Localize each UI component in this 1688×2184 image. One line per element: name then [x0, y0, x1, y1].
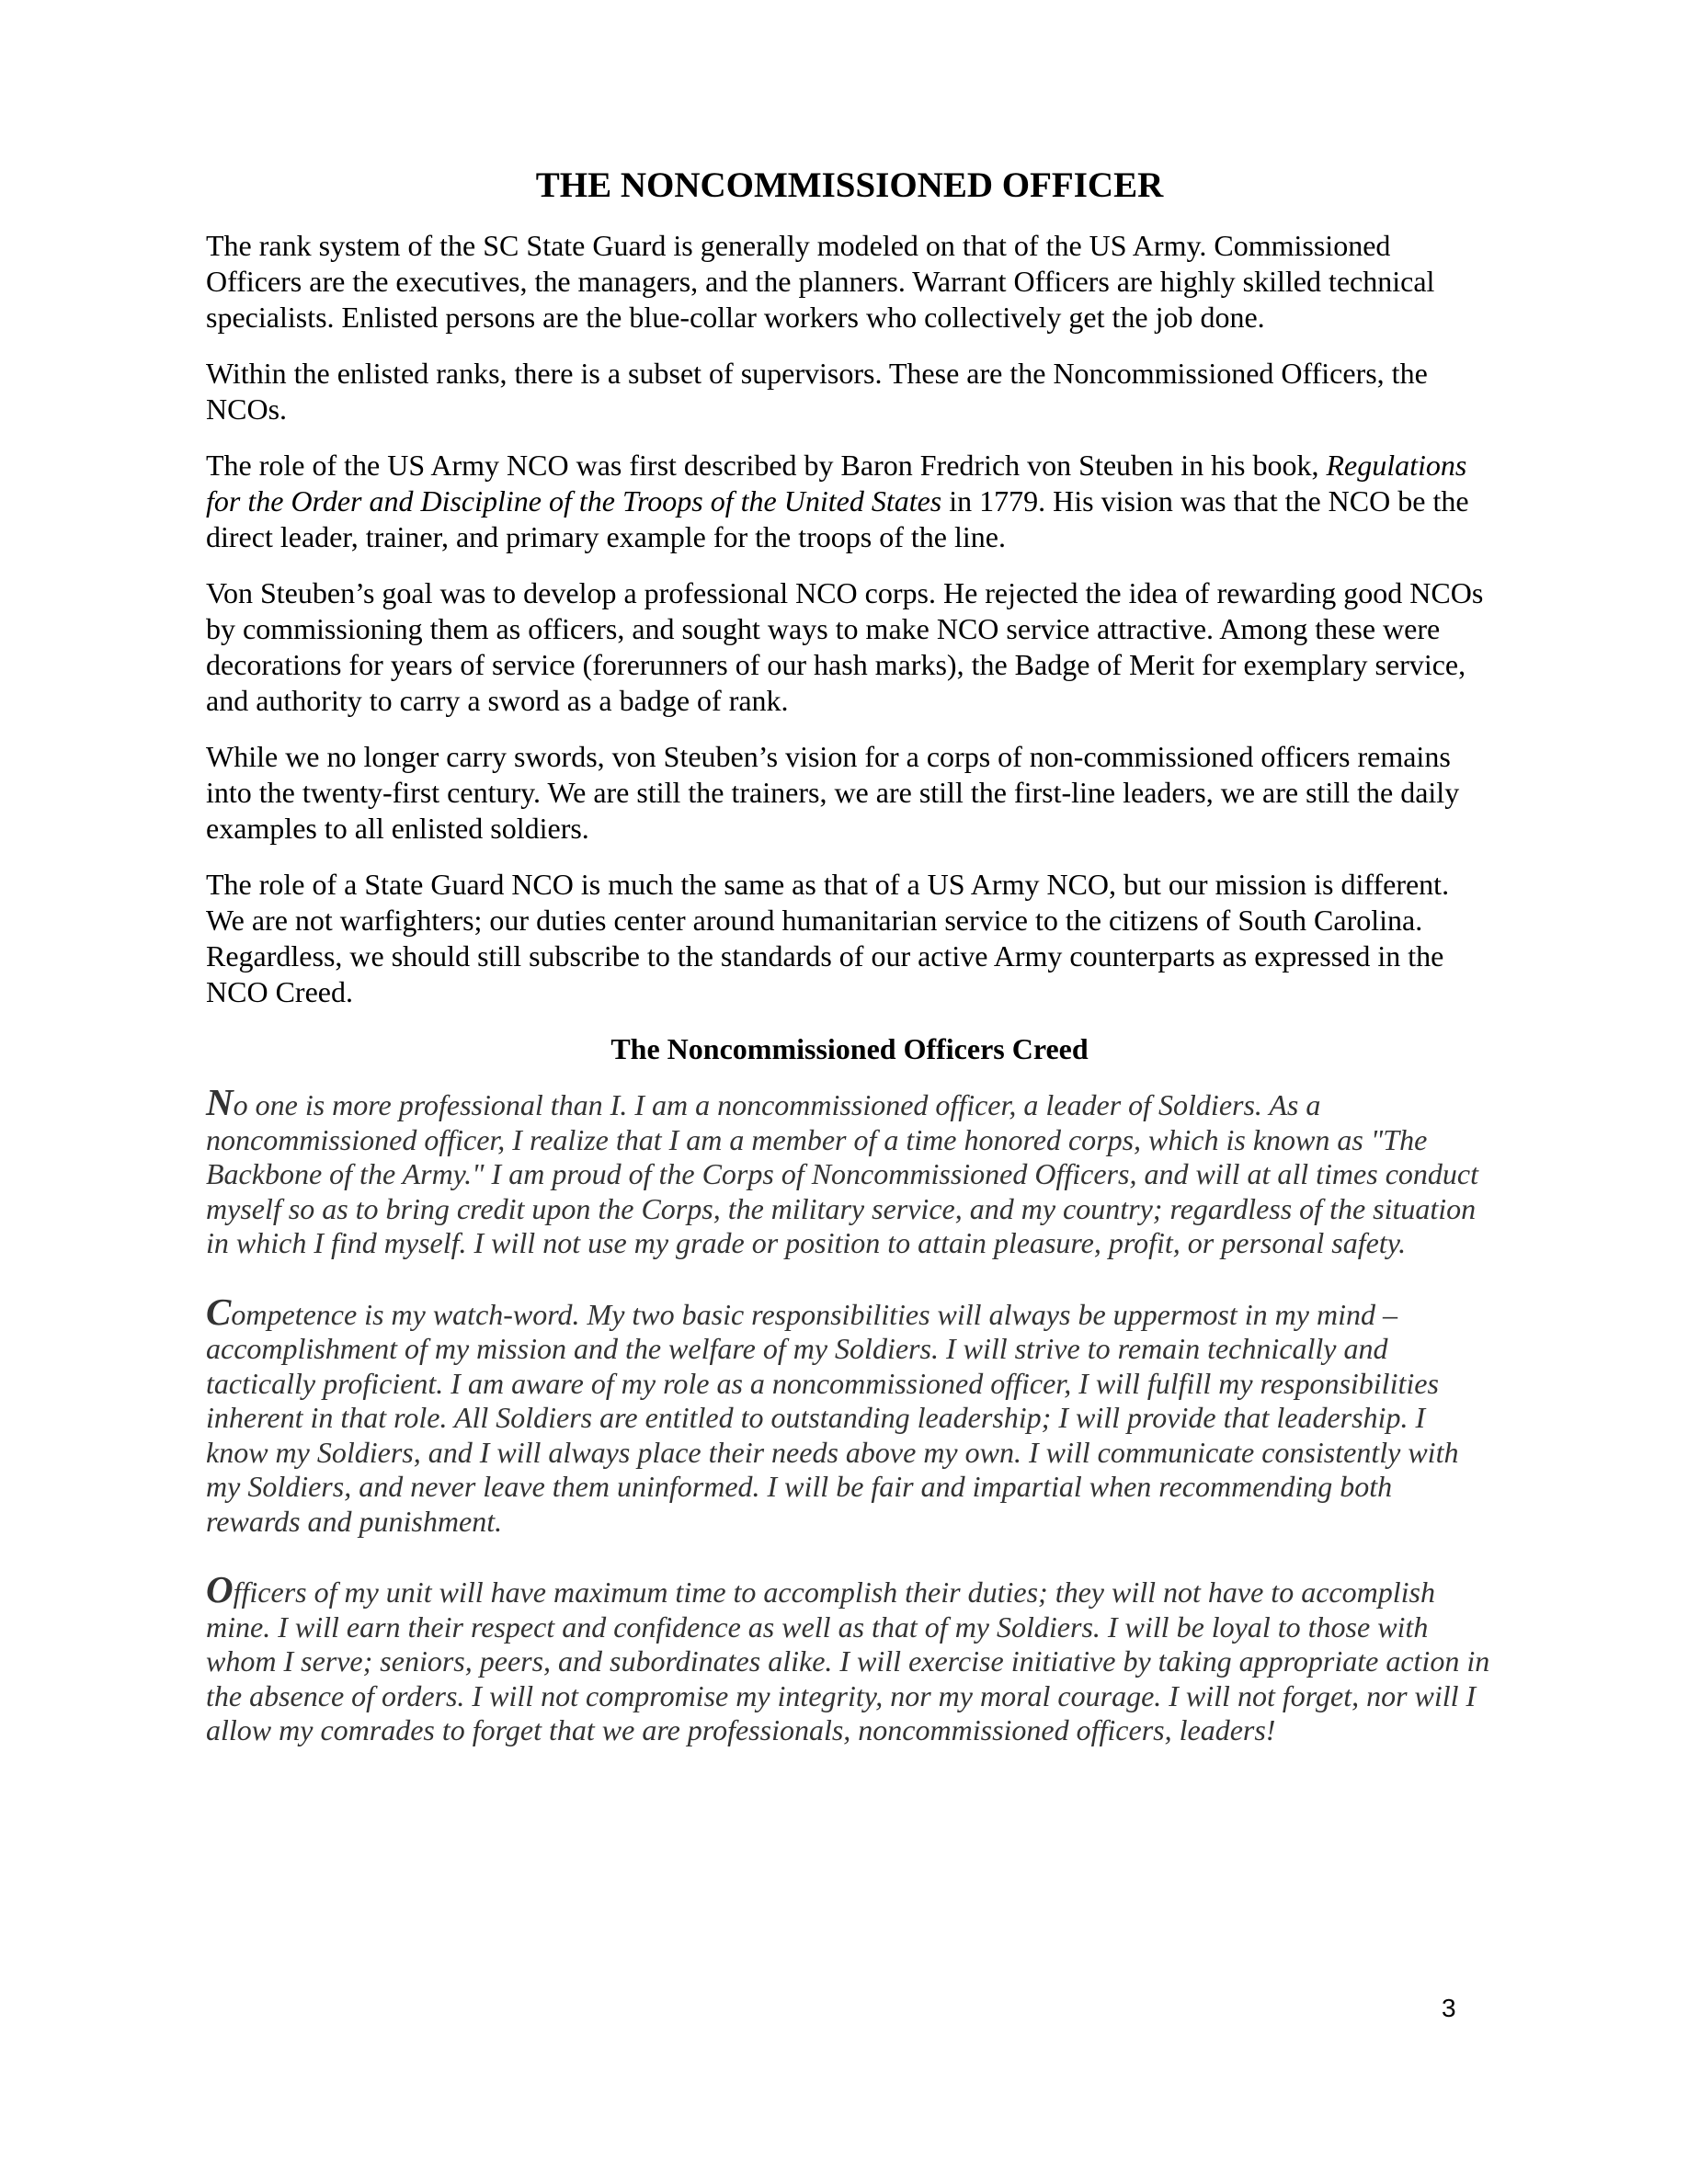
paragraph-enlisted-supervisors: Within the enlisted ranks, there is a subset of supervisors. These are the Noncommissioned Officers, the NCOs.: [206, 357, 1428, 426]
paragraph-swords: While we no longer carry swords, von Steuben’s vision for a corps of non-commissioned officers remains into the twenty-first century. We are still the trainers, we are still the first-line leaders, we are still the daily examples to all enlisted soldiers.: [206, 740, 1460, 845]
page-title: THE NONCOMMISSIONED OFFICER: [535, 165, 1164, 205]
creed-stanza-1: [206, 1081, 1493, 1261]
drop-initial: C: [206, 1290, 232, 1333]
paragraph-text: in 1779. His vision was that the NCO be the direct leader, trainer, and primary example for the troops of the line.: [206, 484, 1469, 553]
paragraph-text: The role of the US Army NCO was first described by Baron Fredrich von Steuben in his book,: [206, 449, 1327, 482]
creed-stanza-3: [206, 1568, 1493, 1748]
book-title: Regulations for the Order and Discipline of the Troops of the United States: [206, 449, 1467, 518]
paragraph-rank-system: The rank system of the SC State Guard is generally modeled on that of the US Army. Commissioned Officers are the executives, the managers, and the planners. Warrant Officers are highly skilled technical specialists. Enlisted persons are the blue-collar workers who collectively get the job done.: [206, 229, 1435, 334]
creed-stanza-2: [206, 1290, 1493, 1540]
page-content: [206, 164, 1493, 1782]
creed-title: The Noncommissioned Officers Creed: [610, 1032, 1089, 1065]
paragraph-state-guard-nco: The role of a State Guard NCO is much the same as that of a US Army NCO, but our mission is different. We are not warfighters; our duties center around humanitarian service to the citizens of South Carolina. Regardless, we should still subscribe to the standards of our active Army counterparts as expressed in the NCO Creed.: [206, 868, 1450, 1008]
page-number: 3: [1442, 1994, 1456, 2022]
paragraph-von-steuben-goal: Von Steuben’s goal was to develop a professional NCO corps. He rejected the idea of rewarding good NCOs by commissioning them as officers, and sought ways to make NCO service attractive. Among these were decorations for years of service (forerunners of our hash marks), the Badge of Merit for exemplary service, and authority to carry a sword as a badge of rank.: [206, 576, 1484, 717]
creed-text: ompetence is my watch-word. My two basic responsibilities will always be uppermost in my mind – accomplishment of my mission and the welfare of my Soldiers. I will strive to remain technically and tactically proficient. I am aware of my role as a noncommissioned officer, I will fulfill my responsibilities inherent in that role. All Soldiers are entitled to outstanding leadership; I will provide that leadership. I know my Soldiers, and I will always place their needs above my own. I will communicate consistently with my Soldiers, and never leave them uninformed. I will be fair and impartial when recommending both rewards and punishment.: [206, 1297, 1459, 1538]
drop-initial: N: [206, 1081, 234, 1123]
paragraph-von-steuben-role: [206, 448, 1493, 555]
creed-text: o one is more professional than I. I am a noncommissioned officer, a leader of Soldiers. As a noncommissioned officer, I realize that I am a member of a time honored corps, which is known as "The Backbone of the Army." I am proud of the Corps of Noncommissioned Officers, and will at all times conduct myself so as to bring credit upon the Corps, the military service, and my country; regardless of the situation in which I find myself. I will not use my grade or position to attain pleasure, profit, or personal safety.: [206, 1088, 1478, 1259]
creed-text: fficers of my unit will have maximum time to accomplish their duties; they will not have to accomplish mine. I will earn their respect and confidence as well as that of my Soldiers. I will be loyal to those with whom I serve; seniors, peers, and subordinates alike. I will exercise initiative by taking appropriate action in the absence of orders. I will not compromise my integrity, nor my moral courage. I will not forget, nor will I allow my comrades to forget that we are professionals, noncommissioned officers, leaders!: [206, 1575, 1490, 1746]
drop-initial: O: [206, 1568, 234, 1610]
